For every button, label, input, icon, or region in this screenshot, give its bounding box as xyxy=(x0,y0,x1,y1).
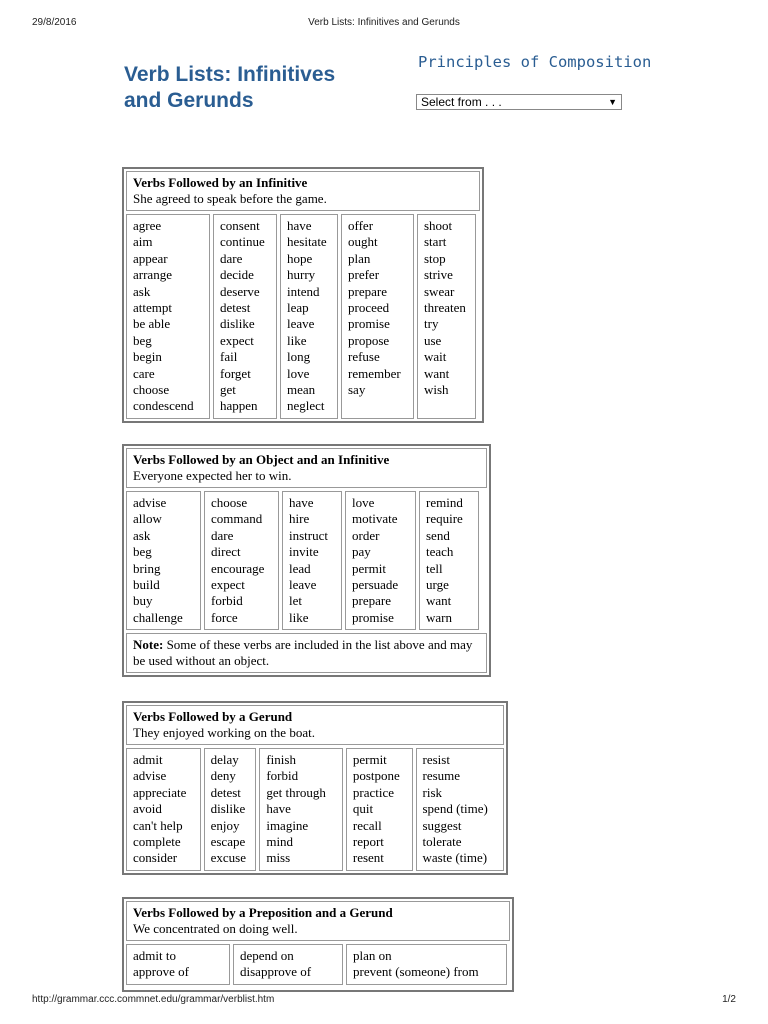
verb-item: promise xyxy=(352,609,394,625)
verb-item: beg xyxy=(133,544,152,560)
verb-item: spend (time) xyxy=(422,801,488,817)
verb-item: hire xyxy=(289,511,310,527)
infinitive-verbs-table xyxy=(122,167,484,423)
verb-item: expect xyxy=(220,332,254,348)
verb-item: choose xyxy=(133,381,170,397)
verb-item: urge xyxy=(426,576,449,592)
verb-item: dare xyxy=(220,250,243,266)
verb-item: aim xyxy=(133,234,153,250)
verb-item: complete xyxy=(133,833,181,849)
verb-column xyxy=(419,491,479,630)
object-infinitive-verbs-table xyxy=(122,444,491,677)
verb-item: hesitate xyxy=(287,234,327,250)
verb-item: love xyxy=(287,365,310,381)
verb-item: mean xyxy=(287,381,316,397)
verb-item: prevent (someone) from xyxy=(353,964,479,980)
verb-item: agree xyxy=(133,218,162,233)
verb-item: approve of xyxy=(133,964,189,980)
print-title: Verb Lists: Infinitives and Gerunds xyxy=(308,17,460,28)
verb-item: happen xyxy=(220,398,258,414)
verb-item: enjoy xyxy=(210,817,240,833)
verb-item: leave xyxy=(287,316,315,332)
verb-item: instruct xyxy=(289,527,328,543)
verb-item: threaten xyxy=(424,299,466,315)
verb-item: postpone xyxy=(352,768,400,784)
verb-item: lead xyxy=(289,560,311,576)
verb-item: wait xyxy=(424,349,447,365)
verb-item: warn xyxy=(426,609,452,625)
verb-column xyxy=(204,491,279,630)
verb-item: suggest xyxy=(422,817,462,833)
table-header xyxy=(126,171,480,211)
verb-column xyxy=(233,944,343,985)
verb-item: intend xyxy=(287,283,320,299)
verb-item: swear xyxy=(424,283,455,299)
verb-item: expect xyxy=(211,576,245,592)
verb-item: begin xyxy=(133,349,162,365)
verb-item: prepare xyxy=(352,593,391,609)
print-url: http://grammar.ccc.commnet.edu/grammar/verblist.htm xyxy=(32,994,275,1005)
verb-item: bring xyxy=(133,560,161,576)
verb-item: tolerate xyxy=(422,833,462,849)
verb-item: neglect xyxy=(287,398,325,414)
verb-item: remind xyxy=(426,495,463,510)
verb-item: avoid xyxy=(133,801,162,817)
verb-item: dislike xyxy=(220,316,255,332)
verb-item: strive xyxy=(424,267,453,283)
verb-item: resume xyxy=(422,768,461,784)
verb-item: care xyxy=(133,365,155,381)
site-title-link[interactable]: Principles of Composition xyxy=(418,53,652,71)
verb-item: dare xyxy=(211,527,234,543)
table-example: They enjoyed working on the boat. xyxy=(133,725,315,740)
verb-item: motivate xyxy=(352,511,398,527)
verb-item: permit xyxy=(352,752,387,767)
verb-item: forbid xyxy=(211,593,243,609)
verb-column xyxy=(280,214,338,419)
verb-item: disapprove of xyxy=(240,964,312,980)
verb-item: deny xyxy=(210,768,236,784)
print-header xyxy=(0,17,768,31)
dropdown-arrow-icon: ▼ xyxy=(608,97,617,107)
verb-item: fail xyxy=(220,349,238,365)
verb-item: send xyxy=(426,527,450,543)
page-title-line1: Verb Lists: Infinitives xyxy=(124,63,336,86)
table-heading: Verbs Followed by an Infinitive xyxy=(133,175,308,190)
verb-column xyxy=(259,748,343,871)
verb-item: propose xyxy=(348,332,390,348)
verb-item: shoot xyxy=(424,218,453,233)
verb-item: admit xyxy=(133,752,163,767)
page-title xyxy=(124,62,414,114)
verb-item: condescend xyxy=(133,398,194,414)
verb-item: refuse xyxy=(348,349,380,365)
verb-item: beg xyxy=(133,332,152,348)
verb-item: forbid xyxy=(266,768,299,784)
verb-item: dislike xyxy=(210,801,246,817)
verb-column xyxy=(345,491,416,630)
verb-item: practice xyxy=(352,784,394,800)
verb-item: advise xyxy=(133,495,167,510)
verb-item: detest xyxy=(220,299,251,315)
verb-item: depend on xyxy=(240,948,294,963)
verb-item: encourage xyxy=(211,560,265,576)
verb-item: deserve xyxy=(220,283,260,299)
table-header xyxy=(126,901,510,941)
verb-columns xyxy=(126,944,510,985)
verb-item: ought xyxy=(348,234,378,250)
print-page-number: 1/2 xyxy=(722,994,736,1005)
verb-item: promise xyxy=(348,316,390,332)
verb-item: prefer xyxy=(348,267,380,283)
verb-item: command xyxy=(211,511,263,527)
table-example: We concentrated on doing well. xyxy=(133,921,298,936)
verb-columns xyxy=(126,748,504,871)
gerund-verbs-table xyxy=(122,701,508,875)
verb-column xyxy=(417,214,476,419)
verb-item: leap xyxy=(287,299,309,315)
verb-item: consider xyxy=(133,850,178,866)
verb-item: appreciate xyxy=(133,784,187,800)
verb-item: remember xyxy=(348,365,401,381)
verb-item: challenge xyxy=(133,609,183,625)
verb-column xyxy=(416,748,505,871)
note-label: Note: xyxy=(133,637,164,653)
verb-item: have xyxy=(289,495,314,510)
table-header xyxy=(126,448,487,488)
verb-column xyxy=(126,944,230,985)
verb-item: hurry xyxy=(287,267,316,283)
table-example: Everyone expected her to win. xyxy=(133,468,292,483)
verb-item: want xyxy=(424,365,450,381)
verb-item: use xyxy=(424,332,442,348)
verb-item: consent xyxy=(220,218,260,233)
verb-item: arrange xyxy=(133,267,172,283)
verb-item: say xyxy=(348,381,366,397)
verb-item: excuse xyxy=(210,850,246,866)
verb-item: teach xyxy=(426,544,454,560)
verb-item: stop xyxy=(424,250,446,266)
verb-item: decide xyxy=(220,267,254,283)
verb-item: ask xyxy=(133,283,151,299)
verb-item: detest xyxy=(210,784,241,800)
verb-item: delay xyxy=(210,752,239,767)
verb-item: quit xyxy=(352,801,374,817)
verb-item: want xyxy=(426,593,452,609)
verb-item: require xyxy=(426,511,463,527)
verb-column xyxy=(346,944,507,985)
verb-item: plan on xyxy=(353,948,392,963)
verb-item: imagine xyxy=(266,817,309,833)
select-value: Select from . . . xyxy=(421,95,502,109)
verb-columns xyxy=(126,491,487,630)
verb-column xyxy=(282,491,342,630)
note-text: Some of these verbs are included in the list above and may be used without an object. xyxy=(133,637,473,669)
verb-item: forget xyxy=(220,365,251,381)
verb-item: start xyxy=(424,234,447,250)
verb-column xyxy=(126,491,201,630)
verb-item: resent xyxy=(352,850,384,866)
verb-column xyxy=(341,214,414,419)
table-heading: Verbs Followed by a Gerund xyxy=(133,709,293,724)
page-title-line2: and Gerunds xyxy=(124,89,254,112)
verb-column xyxy=(126,748,201,871)
verb-item: long xyxy=(287,349,311,365)
verb-item: can't help xyxy=(133,817,183,833)
verb-item: direct xyxy=(211,544,241,560)
verb-item: recall xyxy=(352,817,382,833)
table-heading: Verbs Followed by a Preposition and a Gerund xyxy=(133,905,393,920)
table-note xyxy=(126,633,487,673)
verb-item: get xyxy=(220,381,236,397)
verb-item: attempt xyxy=(133,299,172,315)
verb-item: admit to xyxy=(133,948,176,963)
verb-item: hope xyxy=(287,250,313,266)
verb-item: leave xyxy=(289,576,317,592)
verb-item: like xyxy=(287,332,307,348)
verb-item: wish xyxy=(424,381,449,397)
print-footer xyxy=(0,994,768,1008)
verb-item: finish xyxy=(266,752,296,767)
verb-item: choose xyxy=(211,495,248,510)
verb-columns xyxy=(126,214,480,419)
verb-column xyxy=(204,748,257,871)
verb-item: force xyxy=(211,609,238,625)
verb-item: get through xyxy=(266,784,326,800)
verb-item: try xyxy=(424,316,439,332)
table-heading: Verbs Followed by an Object and an Infinitive xyxy=(133,452,390,467)
verb-item: proceed xyxy=(348,299,390,315)
verb-item: prepare xyxy=(348,283,387,299)
verb-column xyxy=(126,214,210,419)
verb-item: continue xyxy=(220,234,265,250)
verb-item: advise xyxy=(133,768,167,784)
verb-item: let xyxy=(289,593,302,609)
table-example: She agreed to speak before the game. xyxy=(133,191,327,206)
verb-item: pay xyxy=(352,544,371,560)
verb-item: waste (time) xyxy=(422,850,488,866)
verb-item: escape xyxy=(210,833,246,849)
verb-item: like xyxy=(289,609,309,625)
verb-item: love xyxy=(352,495,375,510)
verb-item: plan xyxy=(348,250,371,266)
verb-item: offer xyxy=(348,218,374,233)
verb-item: risk xyxy=(422,784,442,800)
verb-item: build xyxy=(133,576,160,592)
verb-item: permit xyxy=(352,560,386,576)
verb-item: order xyxy=(352,527,380,543)
preposition-gerund-verbs-table xyxy=(122,897,514,992)
verb-item: mind xyxy=(266,833,294,849)
verb-item: have xyxy=(266,801,291,817)
verb-item: buy xyxy=(133,593,153,609)
verb-item: report xyxy=(352,833,384,849)
verb-item: appear xyxy=(133,250,168,266)
verb-item: have xyxy=(287,218,312,233)
verb-item: tell xyxy=(426,560,443,576)
verb-item: ask xyxy=(133,527,151,543)
verb-item: persuade xyxy=(352,576,399,592)
verb-item: miss xyxy=(266,850,291,866)
verb-item: be able xyxy=(133,316,171,332)
topic-select[interactable] xyxy=(416,94,622,110)
table-header xyxy=(126,705,504,745)
verb-item: resist xyxy=(422,752,450,767)
print-date: 29/8/2016 xyxy=(32,17,77,28)
verb-column xyxy=(213,214,277,419)
verb-column xyxy=(346,748,413,871)
verb-item: invite xyxy=(289,544,319,560)
verb-item: allow xyxy=(133,511,162,527)
